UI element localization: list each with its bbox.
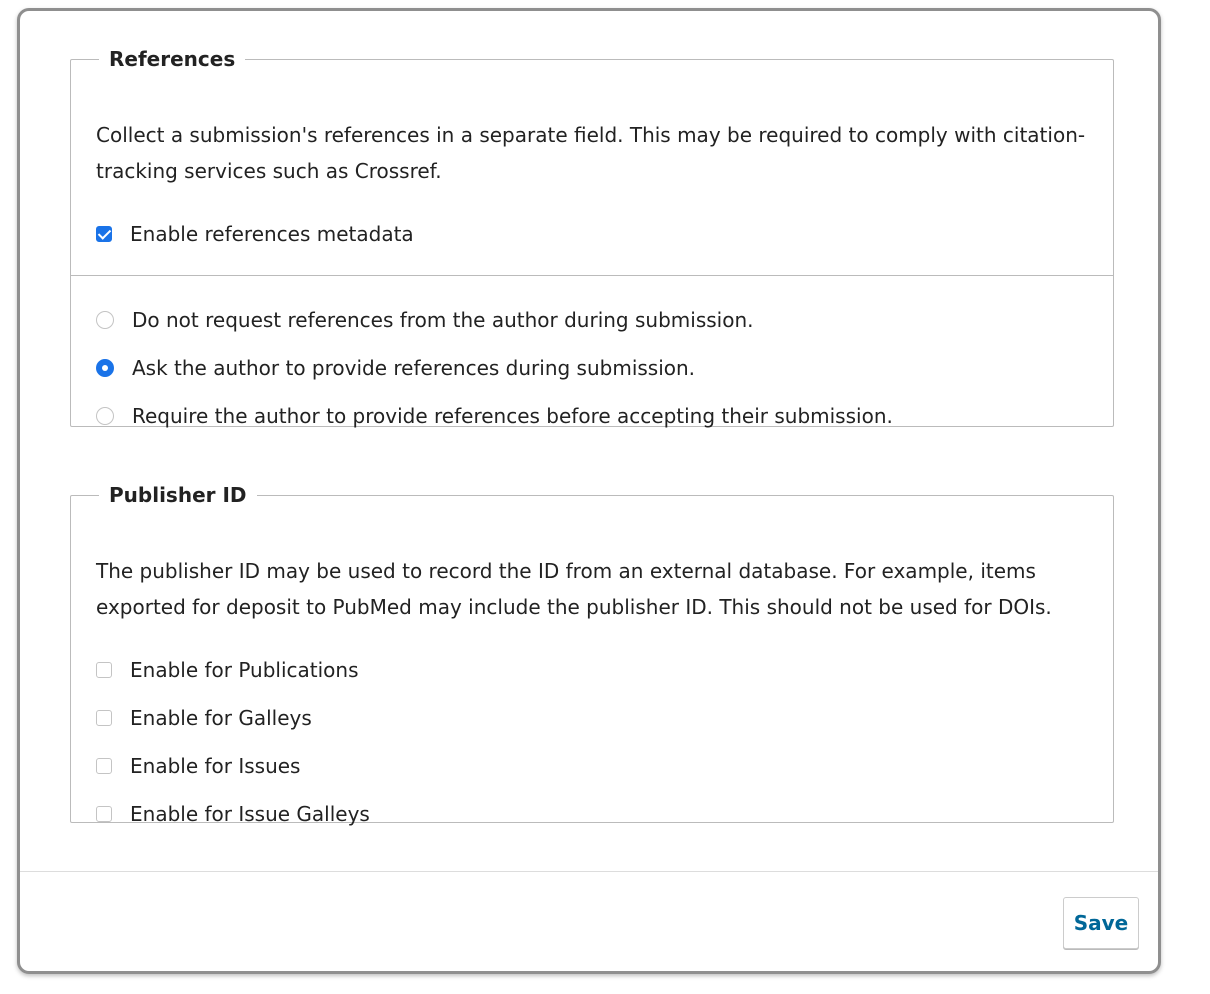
issues-checkbox[interactable] [96, 758, 112, 774]
publisher-id-option-publications[interactable] [96, 655, 359, 685]
references-description: Collect a submission's references in a separate field. This may be required to comply with citation-tracking services such as Crossref. [96, 123, 1086, 183]
references-divider [71, 275, 1113, 276]
references-fieldset [70, 47, 1114, 427]
enable-references-option[interactable] [96, 219, 414, 249]
publisher-id-description: The publisher ID may be used to record the ID from an external database. For example, items exported for deposit to PubMed may include the publisher ID. This should not be used for DOIs. [96, 559, 1052, 619]
references-radio-ask[interactable] [96, 359, 114, 377]
references-option-label: Do not request references from the author during submission. [132, 308, 754, 332]
publisher-id-option-issue-galleys[interactable] [96, 799, 370, 829]
references-radio-none[interactable] [96, 311, 114, 329]
references-option-label: Require the author to provide references before accepting their submission. [132, 404, 893, 428]
publisher-id-option-galleys[interactable] [96, 703, 312, 733]
references-legend: References [109, 47, 236, 71]
enable-references-label: Enable references metadata [130, 222, 414, 246]
publisher-id-legend: Publisher ID [109, 483, 247, 507]
issue-galleys-checkbox[interactable] [96, 806, 112, 822]
publications-checkbox[interactable] [96, 662, 112, 678]
issue-galleys-label: Enable for Issue Galleys [130, 802, 370, 826]
settings-panel [17, 8, 1161, 974]
galleys-label: Enable for Galleys [130, 706, 312, 730]
enable-references-checkbox[interactable] [96, 226, 112, 242]
footer-divider [20, 871, 1158, 872]
save-button[interactable]: Save [1063, 897, 1139, 949]
references-option-label: Ask the author to provide references during submission. [132, 356, 696, 380]
issues-label: Enable for Issues [130, 754, 301, 778]
references-radio-require[interactable] [96, 407, 114, 425]
publisher-id-fieldset [70, 483, 1114, 826]
references-option-require[interactable] [96, 401, 893, 431]
publisher-id-option-issues[interactable] [96, 751, 300, 781]
publications-label: Enable for Publications [130, 658, 359, 682]
references-option-none[interactable] [96, 305, 753, 335]
references-option-ask[interactable] [96, 353, 695, 383]
galleys-checkbox[interactable] [96, 710, 112, 726]
